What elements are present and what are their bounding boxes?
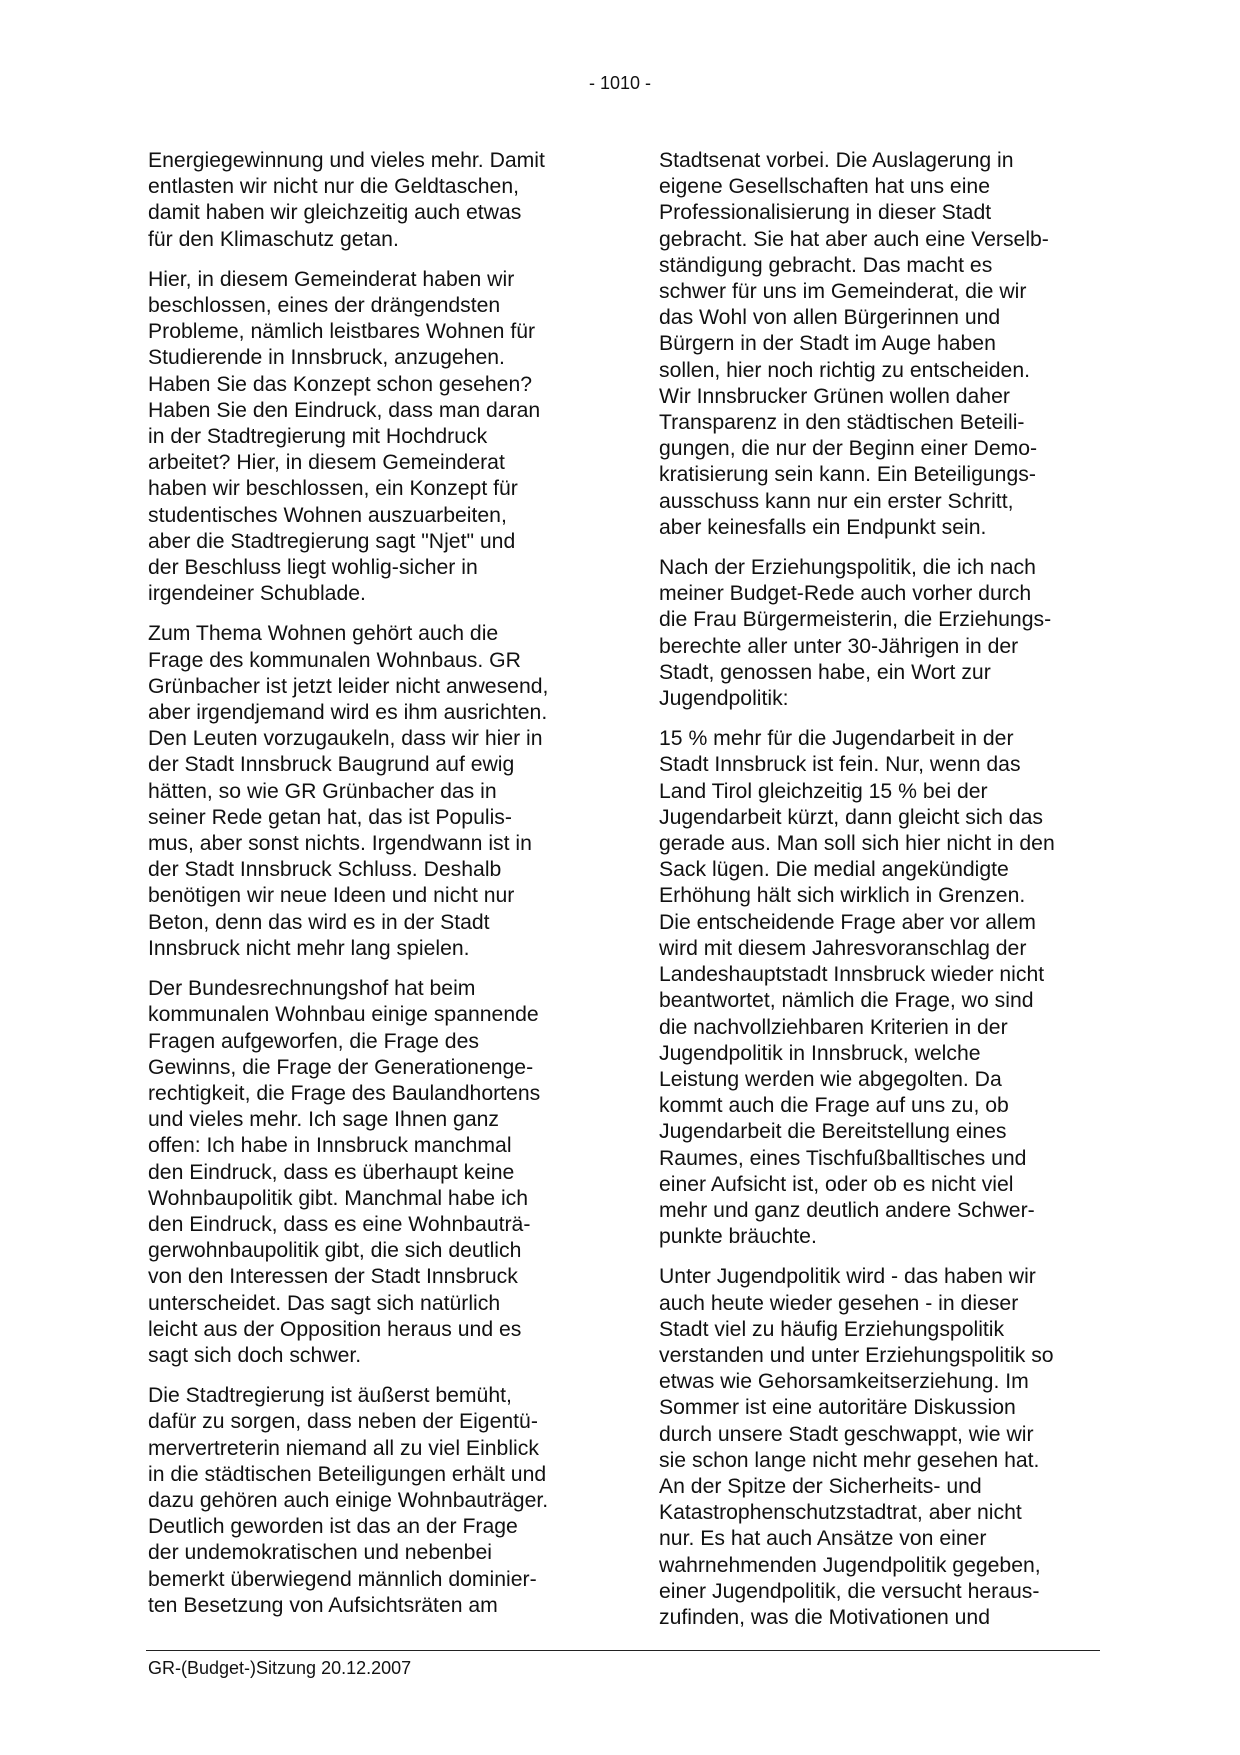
text-line: durch unsere Stadt geschwappt, wie wir [659, 1422, 1034, 1446]
text-line: Sommer ist eine autoritäre Diskussion [659, 1396, 1016, 1420]
text-line: irgendeiner Schublade. [148, 582, 366, 606]
footer-rule [146, 1650, 1100, 1651]
text-line: kommunalen Wohnbau einige spannende [148, 1003, 539, 1027]
text-line: Die Stadtregierung ist äußerst bemüht, [148, 1384, 512, 1408]
text-line: Probleme, nämlich leistbares Wohnen für [148, 320, 536, 344]
text-line: in der Stadtregierung mit Hochdruck [148, 425, 488, 449]
text-line: ausschuss kann nur ein erster Schritt, [659, 489, 1014, 513]
text-line: Stadtsenat vorbei. Die Auslagerung in [659, 149, 1014, 172]
left-column [148, 148, 588, 1633]
text-line: Katastrophenschutzstadtrat, aber nicht [659, 1501, 1022, 1525]
text-line: Erhöhung hält sich wirklich in Grenzen. [659, 884, 1026, 908]
text-line: gerwohnbaupolitik gibt, die sich deutlich [148, 1239, 522, 1263]
text-line: seiner Rede getan hat, das ist Populis- [148, 805, 512, 829]
paragraph [659, 148, 1099, 541]
text-line: sagt sich doch schwer. [148, 1343, 362, 1367]
text-line: Jugendpolitik: [659, 687, 789, 711]
text-line: sie schon lange nicht mehr gesehen hat. [659, 1448, 1040, 1472]
text-line: Bürgern in der Stadt im Auge haben [659, 332, 996, 356]
text-line: Stadt viel zu häufig Erziehungspolitik [659, 1317, 1005, 1341]
text-line: Der Bundesrechnungshof hat beim [148, 977, 476, 1001]
text-line: Wir Innsbrucker Grünen wollen daher [659, 384, 1010, 408]
text-line: die Frau Bürgermeisterin, die Erziehungs- [659, 608, 1052, 632]
text-line: aber keinesfalls ein Endpunkt sein. [659, 515, 987, 539]
text-line: unterscheidet. Das sagt sich natürlich [148, 1291, 501, 1315]
text-line: den Eindruck, dass es überhaupt keine [148, 1160, 515, 1184]
text-line: kommt auch die Frage auf uns zu, ob [659, 1094, 1009, 1118]
text-line: Studierende in Innsbruck, anzugehen. [148, 346, 505, 370]
page-number: - 1010 - [588, 73, 652, 93]
text-line: ten Besetzung von Aufsichtsräten am [148, 1593, 498, 1617]
text-line: der Stadt Innsbruck Schluss. Deshalb [148, 858, 502, 882]
text-line: dazu gehören auch einige Wohnbauträger. [148, 1488, 549, 1512]
text-line: Jugendarbeit die Bereitstellung eines [659, 1120, 1007, 1144]
text-line: Leistung werden wie abgegolten. Da [659, 1067, 1002, 1091]
text-line: rechtigkeit, die Frage des Baulandhortens [148, 1081, 541, 1105]
text-line: die nachvollziehbaren Kriterien in der [659, 1015, 1008, 1039]
text-line: Gewinns, die Frage der Generationenge- [148, 1055, 534, 1079]
text-line: für den Klimaschutz getan. [148, 227, 399, 251]
text-line: nur. Es hat auch Ansätze von einer [659, 1527, 987, 1551]
text-line: der Stadt Innsbruck Baugrund auf ewig [148, 753, 515, 777]
text-line: Nach der Erziehungspolitik, die ich nach [659, 556, 1036, 580]
text-line: dafür zu sorgen, dass neben der Eigentü- [148, 1410, 538, 1434]
text-line: aber die Stadtregierung sagt "Njet" und [148, 529, 516, 553]
text-line: einer Jugendpolitik, die versucht heraus- [659, 1579, 1040, 1603]
text-line: arbeitet? Hier, in diesem Gemeinderat [148, 451, 505, 475]
text-line: kratisierung sein kann. Ein Beteiligungs- [659, 463, 1036, 487]
text-line: Frage des kommunalen Wohnbaus. GR [148, 648, 521, 672]
text-line: der Beschluss liegt wohlig-sicher in [148, 556, 478, 580]
text-line: verstanden und unter Erziehungspolitik so [659, 1343, 1054, 1367]
text-line: punkte bräuchte. [659, 1225, 817, 1249]
text-line: studentisches Wohnen auszuarbeiten, [148, 503, 507, 527]
text-line: 15 % mehr für die Jugendarbeit in der [659, 727, 1014, 751]
text-line: Stadt, genossen habe, ein Wort zur [659, 660, 991, 684]
text-line: eigene Gesellschaften hat uns eine [659, 175, 990, 199]
text-line: ständigung gebracht. Das macht es [659, 253, 993, 277]
text-line: in die städtischen Beteiligungen erhält und [148, 1462, 547, 1486]
text-line: mervertreterin niemand all zu viel Einblick [148, 1436, 539, 1460]
text-line: Fragen aufgeworfen, die Frage des [148, 1029, 479, 1053]
text-line: offen: Ich habe in Innsbruck manchmal [148, 1134, 512, 1158]
footer-text: GR-(Budget-)Sitzung 20.12.2007 [148, 1658, 412, 1678]
text-line: Stadt Innsbruck ist fein. Nur, wenn das [659, 753, 1021, 777]
text-line: Wohnbaupolitik gibt. Manchmal habe ich [148, 1186, 529, 1210]
text-line: auch heute wieder gesehen - in dieser [659, 1291, 1019, 1315]
text-line: leicht aus der Opposition heraus und es [148, 1317, 522, 1341]
text-line: sollen, hier noch richtig zu entscheiden. [659, 358, 1030, 382]
right-column [659, 148, 1099, 1645]
text-line: Land Tirol gleichzeitig 15 % bei der [659, 779, 988, 803]
text-line: mus, aber sonst nichts. Irgendwann ist in [148, 832, 532, 856]
text-line: Hier, in diesem Gemeinderat haben wir [148, 267, 515, 291]
text-line: und vieles mehr. Ich sage Ihnen ganz [148, 1108, 500, 1132]
text-line: Haben Sie den Eindruck, dass man daran [148, 398, 541, 422]
text-line: einer Aufsicht ist, oder ob es nicht viel [659, 1172, 1014, 1196]
text-line: gerade aus. Man soll sich hier nicht in den [659, 832, 1055, 856]
text-line: schwer für uns im Gemeinderat, die wir [659, 280, 1027, 304]
text-line: Unter Jugendpolitik wird - das haben wir [659, 1265, 1036, 1289]
text-line: hätten, so wie GR Grünbacher das in [148, 779, 497, 803]
text-line: meiner Budget-Rede auch vorher durch [659, 582, 1032, 606]
text-line: Innsbruck nicht mehr lang spielen. [148, 936, 470, 960]
text-line: Den Leuten vorzugaukeln, dass wir hier in [148, 727, 543, 751]
paragraph [148, 1383, 588, 1619]
text-line: etwas wie Gehorsamkeitserziehung. Im [659, 1370, 1029, 1394]
text-line: das Wohl von allen Bürgerinnen und [659, 306, 1001, 330]
text-line: Transparenz in den städtischen Beteili- [659, 411, 1025, 435]
text-line: wird mit diesem Jahresvoranschlag der [659, 936, 1027, 960]
text-line: mehr und ganz deutlich andere Schwer- [659, 1198, 1035, 1222]
text-line: Professionalisierung in dieser Stadt [659, 201, 992, 225]
text-line: entlasten wir nicht nur die Geldtaschen, [148, 175, 519, 199]
text-line: beschlossen, eines der drängendsten [148, 294, 501, 318]
text-line: bemerkt überwiegend männlich dominier- [148, 1567, 537, 1591]
text-line: Zum Thema Wohnen gehört auch die [148, 622, 499, 646]
text-line: Energiegewinnung und vieles mehr. Damit [148, 149, 545, 172]
paragraph [148, 267, 588, 608]
paragraph [659, 1264, 1099, 1631]
text-line: Raumes, eines Tischfußballtisches und [659, 1146, 1027, 1170]
text-line: wahrnehmenden Jugendpolitik gegeben, [659, 1553, 1041, 1577]
text-line: gungen, die nur der Beginn einer Demo- [659, 437, 1038, 461]
text-line: von den Interessen der Stadt Innsbruck [148, 1265, 518, 1289]
paragraph [659, 726, 1099, 1250]
text-line: benötigen wir neue Ideen und nicht nur [148, 884, 515, 908]
text-line: Die entscheidende Frage aber vor allem [659, 910, 1036, 934]
text-line: haben wir beschlossen, ein Konzept für [148, 477, 518, 501]
text-line: den Eindruck, dass es eine Wohnbauträ- [148, 1212, 531, 1236]
paragraph [148, 621, 588, 962]
text-line: der undemokratischen und nebenbei [148, 1541, 492, 1565]
paragraph [659, 555, 1099, 712]
text-line: Jugendarbeit kürzt, dann gleicht sich das [659, 805, 1043, 829]
text-line: An der Spitze der Sicherheits- und [659, 1474, 982, 1498]
text-line: damit haben wir gleichzeitig auch etwas [148, 201, 522, 225]
text-line: Beton, denn das wird es in der Stadt [148, 910, 490, 934]
text-line: Sack lügen. Die medial angekündigte [659, 858, 1009, 882]
text-line: gebracht. Sie hat aber auch eine Verselb- [659, 227, 1049, 251]
text-line: zufinden, was die Motivationen und [659, 1605, 990, 1629]
text-line: Landeshauptstadt Innsbruck wieder nicht [659, 963, 1045, 987]
text-line: Haben Sie das Konzept schon gesehen? [148, 372, 533, 396]
text-line: beantwortet, nämlich die Frage, wo sind [659, 989, 1034, 1013]
text-line: Deutlich geworden ist das an der Frage [148, 1515, 518, 1539]
text-line: Jugendpolitik in Innsbruck, welche [659, 1041, 981, 1065]
paragraph [148, 148, 588, 253]
text-line: aber irgendjemand wird es ihm ausrichten. [148, 701, 548, 725]
text-line: berechte aller unter 30-Jährigen in der [659, 634, 1019, 658]
text-line: Grünbacher ist jetzt leider nicht anwesend, [148, 674, 549, 698]
paragraph [148, 976, 588, 1369]
